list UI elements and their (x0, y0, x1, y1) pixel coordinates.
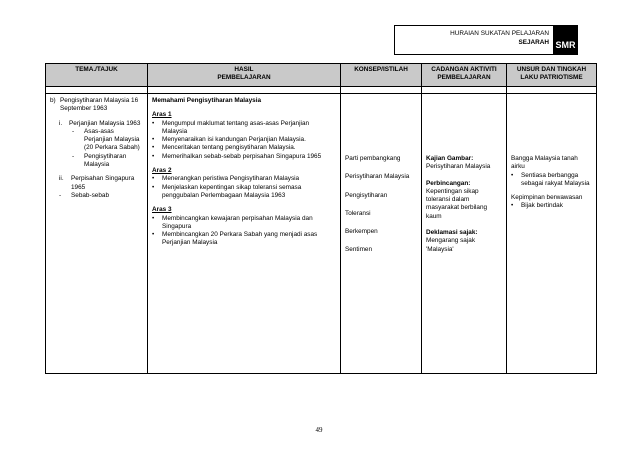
syllabus-table (45, 63, 597, 374)
aras1-item: • Memerihalkan sebab-sebab perpisahan Singapura 1965 (152, 153, 336, 161)
header-konsep: KONSEP/ISTILAH (341, 64, 422, 87)
aras1-item: • Menceritakan tentang pengisytiharan Malaysia. (152, 144, 336, 152)
patriot-p2-text: Kepimpinan berwawasan (511, 194, 583, 202)
kajian-title: Kajian Gambar: (426, 155, 474, 162)
tema-i-item: Pengisytiharan Malaysia (84, 152, 127, 169)
table-header-row (46, 64, 597, 87)
perbincangan-text: Kepentingan sikap toleransi dalam masyarakat berbilang kaum (426, 187, 488, 220)
aras3-item: • Membincangkan 20 Perkara Sabah yang menjadi asas Perjanjian Malaysia (152, 231, 336, 248)
deklamasi-title: Deklamasi sajak: (426, 229, 478, 237)
konsep-item: Sentimen (345, 246, 372, 254)
page-number: 49 (315, 426, 323, 434)
patriot-p1-line1: Bangga Malaysia tanah (511, 155, 578, 162)
aras2-item: • Menjelaskan kepentingan sikap toleransi semasa penggubalan Perlembagaan Malaysia 1963 (152, 184, 336, 201)
tema-cell: b) Pengisytiharan Malaysia 16 September 1963 i. Perjanjian Malaysia 1963 - Asas-asas Perjanjian Malaysia (20 Perkara Sabah) - Pengisytiharan Malaysia ii. Perpisahan Singapura 1965 - Sebab-sebab (46, 94, 148, 374)
tema-i-item: Asas-asas Perjanjian Malaysia (20 Perkara Sabah) (84, 127, 140, 152)
tema-b-text: Pengisytiharan Malaysia 16 September 1963 (60, 97, 139, 113)
konsep-item: Berkempen (345, 228, 378, 236)
hasil-heading: Memahami Pengisytiharan Malaysia (152, 97, 262, 104)
aras1-item: • Menyenaraikan isi kandungan Perjanjian Malaysia. (152, 136, 336, 144)
tema-i-text: Perjanjian Malaysia 1963 (69, 119, 141, 127)
aktiviti-cell (422, 94, 507, 374)
deklamasi-text: Mengarang sajak 'Malaysia' (426, 237, 476, 253)
header-hasil: HASIL PEMBELAJARAN (148, 64, 341, 87)
perbincangan-title: Perbincangan: (426, 179, 471, 187)
tema-ii-text: Perpisahan Singapura 1965 (71, 175, 135, 191)
header-tema: TEMA./TAJUK (46, 64, 148, 87)
konsep-item: Pengisytiharan (345, 191, 388, 199)
hasil-cell (148, 94, 341, 374)
tema-ii-item: Sebab-sebab (71, 191, 110, 199)
patriot-p1-item: • Sentiasa berbangga sebagai rakyat Malaysia (511, 172, 592, 189)
kajian-text: Perisytiharan Malaysia (426, 163, 491, 171)
konsep-item: Toleransi (345, 209, 371, 217)
patriot-p2-item: • Bijak bertindak (511, 202, 592, 210)
aras2-label: Aras 2 (152, 167, 172, 175)
konsep-item: Perisytiharan Malaysia (345, 173, 410, 181)
aras3-item: • Membincangkan kewajaran perpisahan Malaysia dan Singapura (152, 215, 336, 232)
header-patriotisme: UNSUR DAN TINGKAH LAKU PATRIOTISME (507, 64, 597, 87)
table-row (46, 94, 597, 374)
aras3-label: Aras 3 (152, 206, 172, 214)
document-header (394, 25, 553, 55)
aras1-item: • Mengumpul maklumat tentang asas-asas Perjanjian Malaysia (152, 120, 336, 137)
patriotisme-cell (507, 94, 597, 374)
aras1-label: Aras 1 (152, 111, 172, 119)
konsep-item: Parti pembangkang (345, 155, 401, 162)
konsep-cell (341, 94, 422, 374)
aras2-item: • Menerangkan peristiwa Pengisytiharan Malaysia (152, 175, 336, 183)
header-subject: SEJARAH (518, 39, 549, 46)
header-title: HURAIAN SUKATAN PELAJARAN (450, 30, 549, 37)
patriot-p1-line2: airku (511, 163, 525, 171)
level-badge: SMR (553, 25, 578, 55)
spacer-row (46, 87, 597, 94)
header-aktiviti: CADANGAN AKTIVITI PEMBELAJARAN (422, 64, 507, 87)
